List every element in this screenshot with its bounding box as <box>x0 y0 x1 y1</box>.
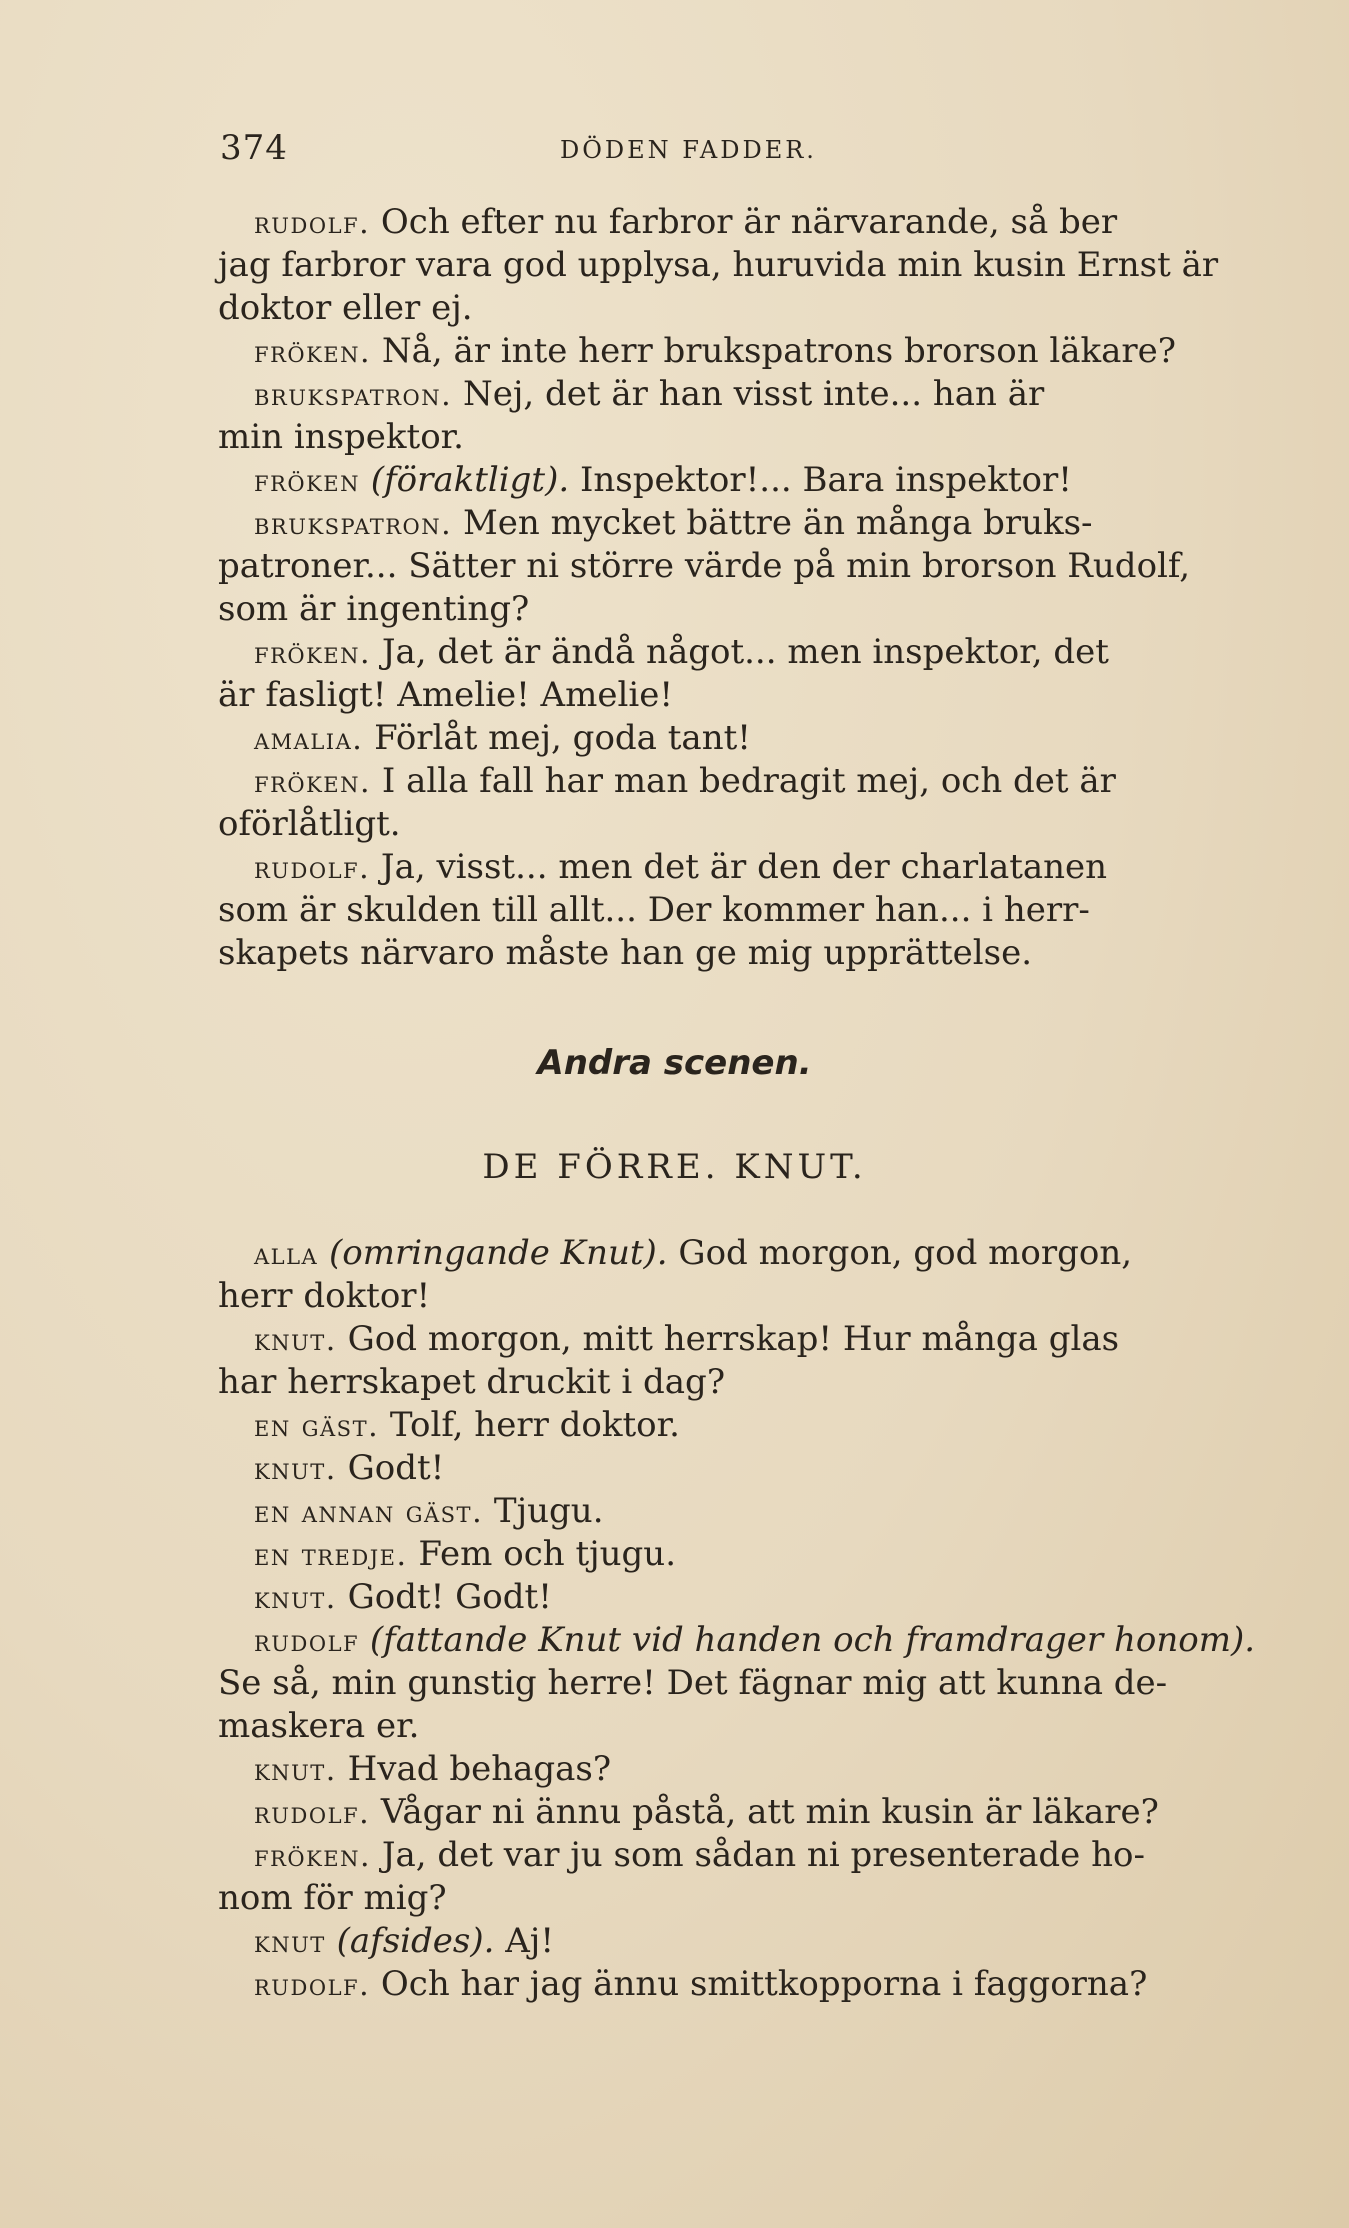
dialogue-line-first <box>218 1491 1268 1532</box>
speech-text: God morgon, mitt herrskap! Hur många glas <box>336 1319 1120 1359</box>
dialogue-line <box>218 288 1268 329</box>
dialogue-line-first <box>218 503 1268 544</box>
dialogue-line <box>218 1706 1268 1747</box>
speaker-name: fröken. <box>254 636 372 671</box>
speaker-name: brukspatron. <box>254 378 453 413</box>
dialogue-line <box>218 546 1268 587</box>
dialogue-line <box>218 933 1268 974</box>
dialogue-line <box>218 589 1268 630</box>
speech-text: Godt! <box>336 1448 445 1488</box>
speech-text: nom för mig? <box>218 1878 447 1918</box>
speech-text: Nej, det är han visst inte... han är <box>452 374 1045 414</box>
dialogue-line-first <box>218 331 1268 372</box>
stage-direction: (föraktligt). <box>360 460 570 500</box>
page-number: 374 <box>220 128 288 168</box>
speech-text: Se så, min gunstig herre! Det fägnar mig att kunna de- <box>218 1663 1168 1703</box>
speech-text: Hvad behagas? <box>336 1749 612 1789</box>
scene-heading: Andra scenen. <box>537 1043 812 1083</box>
speech-text: I alla fall har man bedragit mej, och det är <box>371 761 1116 801</box>
speaker-name: rudolf. <box>254 851 371 886</box>
stage-direction: (fattande Knut vid handen och framdrager honom). <box>359 1620 1256 1660</box>
speaker-name: fröken. <box>254 335 372 370</box>
speaker-name: knut <box>254 1925 326 1960</box>
speech-text: som är ingenting? <box>218 589 530 629</box>
speech-text: oförlåtligt. <box>218 804 401 844</box>
speech-text: Ja, visst... men det är den der charlatanen <box>370 847 1108 887</box>
stage-direction: (afsides). <box>325 1921 495 1961</box>
dialogue-line-first <box>218 1534 1268 1575</box>
speaker-name: amalia. <box>254 722 364 757</box>
dialogue-line <box>218 675 1268 716</box>
speech-text: har herrskapet druckit i dag? <box>218 1362 726 1402</box>
scene-1-dialogue <box>218 202 1268 976</box>
page-header <box>220 128 1140 168</box>
speaker-name: fröken. <box>254 1839 372 1874</box>
dialogue-line-first <box>218 202 1268 243</box>
speech-text: Tjugu. <box>483 1491 604 1531</box>
dialogue-line-first <box>218 1577 1268 1618</box>
speech-text: Förlåt mej, goda tant! <box>363 718 751 758</box>
speaker-name: en gäst. <box>254 1409 380 1444</box>
speaker-name: fröken. <box>254 765 372 800</box>
dialogue-line-first <box>218 1964 1268 2005</box>
dialogue-line-first <box>218 460 1268 501</box>
dialogue-line <box>218 1362 1268 1403</box>
dialogue-line <box>218 1276 1268 1317</box>
dialogue-line-first <box>218 847 1268 888</box>
speech-text: Godt! Godt! <box>336 1577 552 1617</box>
speaker-name: rudolf. <box>254 1968 371 2003</box>
dialogue-line-first <box>218 1319 1268 1360</box>
speaker-name: rudolf <box>254 1624 360 1659</box>
speaker-name: rudolf. <box>254 1796 371 1831</box>
speaker-name: alla <box>254 1237 319 1272</box>
dialogue-line-first <box>218 1921 1268 1962</box>
dialogue-line-first <box>218 374 1268 415</box>
scene-2-dialogue <box>218 1233 1268 2007</box>
cast-line: DE FÖRRE. KNUT. <box>482 1147 867 1187</box>
speech-text: som är skulden till allt... Der kommer han... i herr- <box>218 890 1090 930</box>
speaker-name: knut. <box>254 1753 337 1788</box>
stage-direction: (omringande Knut). <box>318 1233 668 1273</box>
dialogue-line <box>218 1878 1268 1919</box>
speaker-name: knut. <box>254 1323 337 1358</box>
speaker-name: en tredje. <box>254 1538 408 1573</box>
speech-text: Och har jag ännu smittkopporna i faggorna? <box>370 1964 1148 2004</box>
speech-text: maskera er. <box>218 1706 420 1746</box>
dialogue-line-first <box>218 718 1268 759</box>
dialogue-line-first <box>218 761 1268 802</box>
speech-text: herr doktor! <box>218 1276 431 1316</box>
speech-text: Aj! <box>494 1921 555 1961</box>
running-title: DÖDEN FADDER. <box>560 136 817 164</box>
speech-text: God morgon, god morgon, <box>667 1233 1133 1273</box>
speaker-name: rudolf. <box>254 206 371 241</box>
speaker-name: knut. <box>254 1581 337 1616</box>
dialogue-line-first <box>218 1835 1268 1876</box>
speech-text: min inspektor. <box>218 417 464 457</box>
speaker-name: knut. <box>254 1452 337 1487</box>
dialogue-line <box>218 1663 1268 1704</box>
speech-text: doktor eller ej. <box>218 288 473 328</box>
dialogue-line-first <box>218 1792 1268 1833</box>
dialogue-line-first <box>218 1620 1268 1661</box>
speaker-name: en annan gäst. <box>254 1495 484 1530</box>
dialogue-line <box>218 417 1268 458</box>
speech-text: Fem och tjugu. <box>407 1534 677 1574</box>
speech-text: skapets närvaro måste han ge mig upprättelse. <box>218 933 1033 973</box>
speech-text: Nå, är inte herr brukspatrons brorson läkare? <box>371 331 1177 371</box>
speech-text: är fasligt! Amelie! Amelie! <box>218 675 673 715</box>
speech-text: Ja, det var ju som sådan ni presenterade ho- <box>371 1835 1145 1875</box>
speech-text: Och efter nu farbror är närvarande, så ber <box>370 202 1118 242</box>
speech-text: patroner... Sätter ni större värde på min brorson Rudolf, <box>218 546 1191 586</box>
speaker-name: fröken <box>254 464 360 499</box>
dialogue-line <box>218 804 1268 845</box>
speaker-name: brukspatron. <box>254 507 453 542</box>
dialogue-line-first <box>218 1749 1268 1790</box>
speech-text: Vågar ni ännu påstå, att min kusin är läkare? <box>370 1792 1159 1832</box>
speech-text: Ja, det är ändå något... men inspektor, det <box>371 632 1109 672</box>
speech-text: Men mycket bättre än många bruks- <box>452 503 1093 543</box>
dialogue-line <box>218 890 1268 931</box>
dialogue-line <box>218 245 1268 286</box>
speech-text: Inspektor!... Bara inspektor! <box>569 460 1072 500</box>
speech-text: Tolf, herr doktor. <box>379 1405 680 1445</box>
dialogue-line-first <box>218 1448 1268 1489</box>
speech-text: jag farbror vara god upplysa, huruvida min kusin Ernst är <box>218 245 1219 285</box>
dialogue-line-first <box>218 1233 1268 1274</box>
dialogue-line-first <box>218 632 1268 673</box>
dialogue-line-first <box>218 1405 1268 1446</box>
